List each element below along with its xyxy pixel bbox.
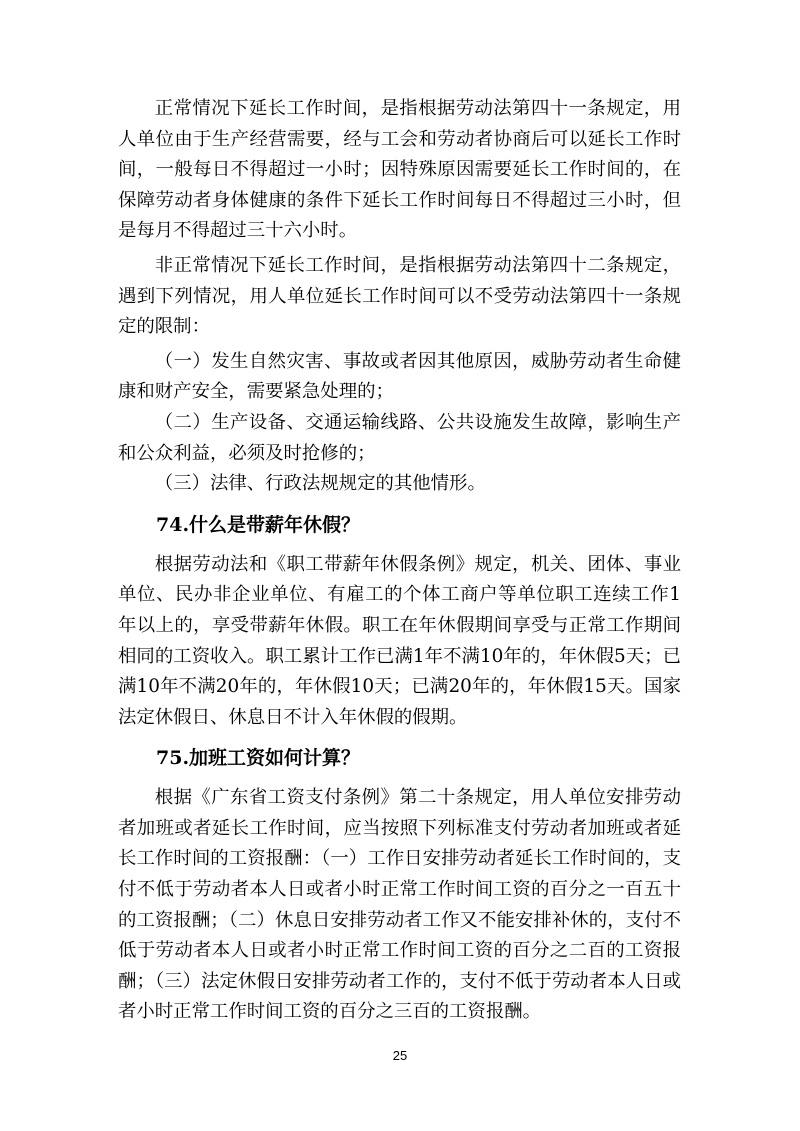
section-heading-74: 74.什么是带薪年休假？ <box>156 513 361 536</box>
page-number: 25 <box>392 1048 408 1063</box>
paragraph-abnormal-overtime: 非正常情况下延长工作时间，是指根据劳动法第四十二条规定，遇到下列情况，用人单位延长工作时间可以不受劳动法第四十一条规定的限制： <box>118 254 681 338</box>
list-item-3: （三）法律、行政法规规定的其他情形。 <box>154 473 486 495</box>
list-item-2: （二）生产设备、交通运输线路、公共设施发生故障，影响生产和公众利益，必须及时抢修的； <box>118 411 681 464</box>
list-item-1: （一）发生自然灾害、事故或者因其他原因，威胁劳动者生命健康和财产安全，需要紧急处理的； <box>118 350 681 403</box>
paragraph-annual-leave: 根据劳动法和《职工带薪年休假条例》规定，机关、团体、事业单位、民办非企业单位、有雇工的个体工商户等单位职工连续工作1年以上的，享受带薪年休假。职工在年休假期间享受与正常工作期间相同的工资收入。职工累计工作已满1年不满10年的，年休假5天；已满10年不满20年的，年休假10天；已满20年的，年休假15天。国家法定休假日、休息日不计入年休假的假期。 <box>118 553 681 728</box>
paragraph-normal-overtime: 正常情况下延长工作时间，是指根据劳动法第四十一条规定，用人单位由于生产经营需要，经与工会和劳动者协商后可以延长工作时间，一般每日不得超过一小时；因特殊原因需要延长工作时间的，在保障劳动者身体健康的条件下延长工作时间每日不得超过三小时，但是每月不得超过三十六小时。 <box>118 98 681 242</box>
paragraph-overtime-pay: 根据《广东省工资支付条例》第二十条规定，用人单位安排劳动者加班或者延长工作时间，应当按照下列标准支付劳动者加班或者延长工作时间的工资报酬：（一）工作日安排劳动者延长工作时间的，支付不低于劳动者本人日或者小时正常工作时间工资的百分之一百五十的工资报酬；（二）休息日安排劳动者工作又不能安排补休的，支付不低于劳动者本人日或者小时正常工作时间工资的百分之二百的工资报酬；（三）法定休假日安排劳动者工作的，支付不低于劳动者本人日或者小时正常工作时间工资的百分之三百的工资报酬。 <box>118 787 681 1023</box>
page-content <box>118 94 681 1032</box>
section-heading-75: 75.加班工资如何计算？ <box>156 747 361 770</box>
